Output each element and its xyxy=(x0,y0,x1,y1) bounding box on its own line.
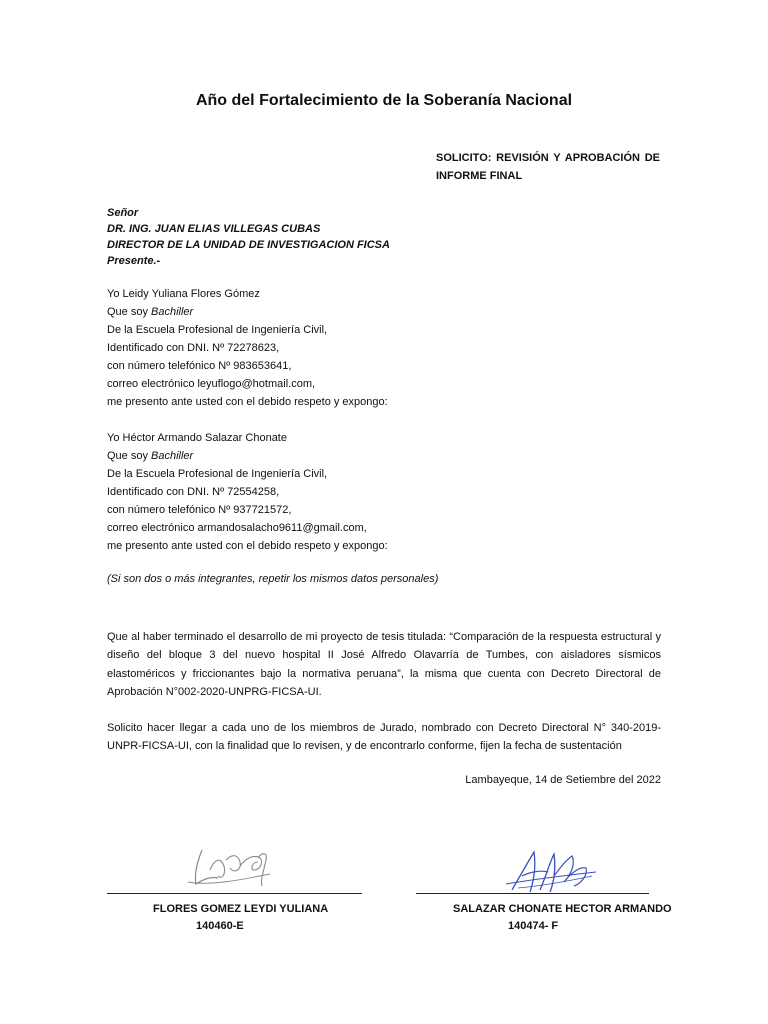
body-paragraph-2: Solicito hacer llegar a cada uno de los miembros de Jurado, nombrado con Decreto Directoral N° 340-2019-UNPR-FICSA-UI, con la finalidad que lo revisen, y de encontrarlo conforme, fijen la fecha de sustentación xyxy=(107,722,661,753)
signature-left-line xyxy=(107,893,362,894)
applicant-1-dni: Identificado con DNI. Nº 72278623, xyxy=(107,342,280,354)
applicant-1-degree-value: Bachiller xyxy=(151,306,194,318)
addressee-block xyxy=(107,205,390,269)
applicant-1-email: correo electrónico leyuflogo@hotmail.com, xyxy=(107,378,316,390)
document-title: Año del Fortalecimiento de la Soberanía Nacional xyxy=(195,92,573,109)
addressee-salutation: Señor xyxy=(107,207,139,219)
applicant-2-dni: Identificado con DNI. Nº 72554258, xyxy=(107,486,280,498)
addressee-presente: Presente.- xyxy=(107,255,161,267)
applicant-1-statement: me presento ante usted con el debido respeto y expongo: xyxy=(107,396,388,408)
applicant-2-degree-prefix: Que soy xyxy=(107,450,152,462)
body-paragraph-1: Que al haber terminado el desarrollo de mi proyecto de tesis titulada: “Comparación de la respuesta estructural y diseño del bloque 3 del nuevo hospital II José Alfredo Olavarría de Tumbes, con aisladores sísmicos elastoméricos y friccionantes bajo la normativa peruana”, la misma que cuenta con Decreto Directoral de Aprobación N°002-2020-UNPRG-FICSA-UI. xyxy=(107,631,661,698)
signature-right-image xyxy=(500,846,600,896)
applicant-2-degree xyxy=(107,447,388,465)
applicant-1-phone: con número telefónico Nº 983653641, xyxy=(107,360,292,372)
applicant-2-block xyxy=(107,429,388,555)
signature-right-code: 140474- F xyxy=(508,920,559,932)
applicant-1-degree xyxy=(107,303,388,321)
addressee-name: DR. ING. JUAN ELIAS VILLEGAS CUBAS xyxy=(107,223,321,235)
signature-left-image xyxy=(180,840,280,892)
addressee-position: DIRECTOR DE LA UNIDAD DE INVESTIGACION FICSA xyxy=(107,239,390,251)
applicant-2-phone: con número telefónico Nº 937721572, xyxy=(107,504,292,516)
subject-line: SOLICITO: REVISIÓN Y APROBACIÓN DE INFORME FINAL xyxy=(436,152,660,182)
applicant-2-name: Yo Héctor Armando Salazar Chonate xyxy=(107,432,287,444)
instruction-note: (Si son dos o más integrantes, repetir los mismos datos personales) xyxy=(107,573,439,585)
date-line: Lambayeque, 14 de Setiembre del 2022 xyxy=(465,774,661,786)
signature-left-code: 140460-E xyxy=(196,920,244,932)
applicant-2-statement: me presento ante usted con el debido respeto y expongo: xyxy=(107,540,388,552)
applicant-1-degree-prefix: Que soy xyxy=(107,306,152,318)
applicant-2-email: correo electrónico armandosalacho9611@gmail.com, xyxy=(107,522,367,534)
applicant-1-name: Yo Leidy Yuliana Flores Gómez xyxy=(107,288,260,300)
applicant-1-block xyxy=(107,285,388,411)
signature-right-name: SALAZAR CHONATE HECTOR ARMANDO xyxy=(453,903,672,915)
applicant-2-degree-value: Bachiller xyxy=(151,450,194,462)
signature-right-line xyxy=(416,893,649,894)
applicant-2-school: De la Escuela Profesional de Ingeniería Civil, xyxy=(107,468,328,480)
applicant-1-school: De la Escuela Profesional de Ingeniería Civil, xyxy=(107,324,328,336)
signature-left-name: FLORES GOMEZ LEYDI YULIANA xyxy=(153,903,329,915)
